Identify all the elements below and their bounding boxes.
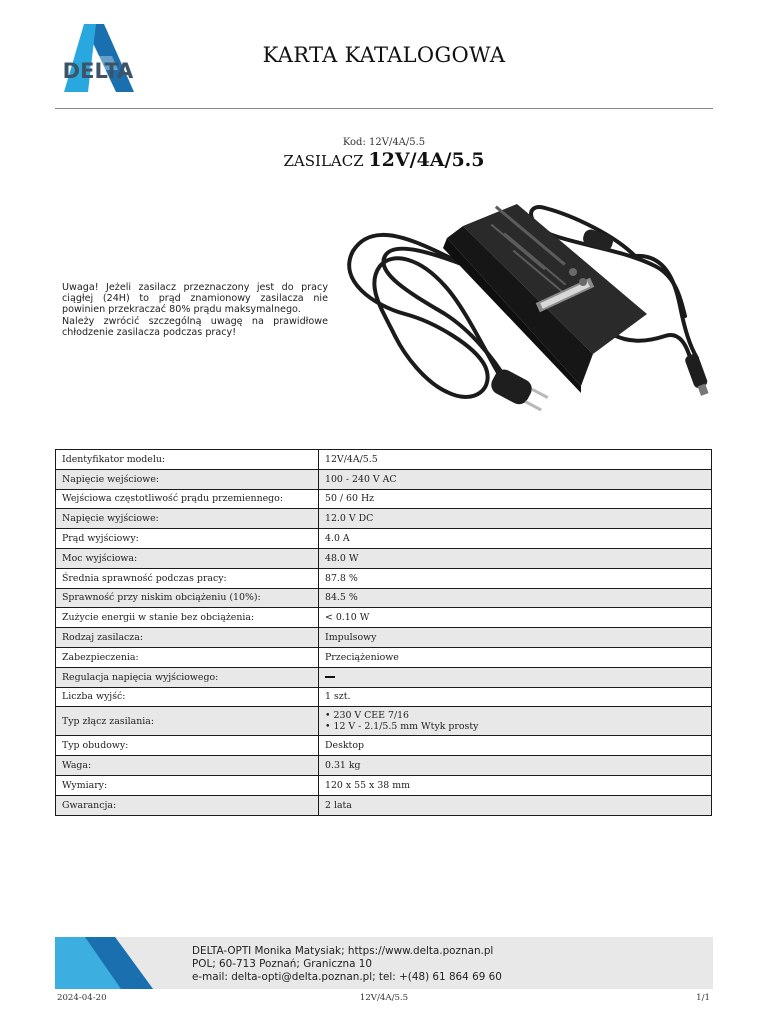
spec-label: Zużycie energii w stanie bez obciążenia:	[56, 608, 319, 628]
table-row	[56, 687, 712, 707]
table-row	[56, 469, 712, 489]
footer-logo-graphic	[55, 937, 153, 989]
spec-value-line: • 12 V - 2.1/5.5 mm Wtyk prosty	[325, 721, 479, 733]
specifications-table	[55, 449, 712, 816]
company-contact	[192, 945, 502, 984]
spec-label: Typ obudowy:	[56, 736, 319, 756]
company-contact-line: e-mail: delta-opti@delta.poznan.pl; tel: +(48) 61 864 69 60	[192, 971, 502, 983]
spec-value: 12V/4A/5.5	[319, 450, 712, 470]
spec-value: 4.0 A	[319, 529, 712, 549]
warning-note-line: Uwaga! Jeżeli zasilacz przeznaczony jest do pracy ciągłej (24H) to prąd znamionowy zasilacza nie powinien przekraczać 80% prądu maksymalnego.	[62, 282, 328, 316]
page-number: 1/1	[696, 993, 710, 1003]
spec-label: Regulacja napięcia wyjściowego:	[56, 667, 319, 687]
spec-value: 12.0 V DC	[319, 509, 712, 529]
power-adapter-image	[335, 196, 713, 428]
table-row	[56, 489, 712, 509]
spec-value: 84.5 %	[319, 588, 712, 608]
spec-value: 87.8 %	[319, 568, 712, 588]
table-row	[56, 707, 712, 736]
spec-value: 120 x 55 x 38 mm	[319, 775, 712, 795]
table-row	[56, 608, 712, 628]
spec-value: 50 / 60 Hz	[319, 489, 712, 509]
spec-label: Identyfikator modelu:	[56, 450, 319, 470]
product-code: Kod: 12V/4A/5.5	[342, 137, 426, 148]
spec-label: Gwarancja:	[56, 795, 319, 815]
spec-label: Zabezpieczenia:	[56, 647, 319, 667]
spec-label: Średnia sprawność podczas pracy:	[56, 568, 319, 588]
table-row	[56, 548, 712, 568]
spec-label: Moc wyjściowa:	[56, 548, 319, 568]
company-name-line: DELTA-OPTI Monika Matysiak; https://www.delta.poznan.pl	[192, 945, 494, 957]
spec-value-line: • 230 V CEE 7/16	[325, 710, 410, 722]
company-address-line: POL; 60-713 Poznań; Graniczna 10	[192, 958, 372, 970]
spec-value: 48.0 W	[319, 548, 712, 568]
spec-value: Desktop	[319, 736, 712, 756]
spec-label: Waga:	[56, 756, 319, 776]
dash-icon	[325, 676, 335, 678]
spec-label: Napięcie wejściowe:	[56, 469, 319, 489]
spec-label: Wejściowa częstotliwość prądu przemiennego:	[56, 489, 319, 509]
spec-value: 1 szt.	[319, 687, 712, 707]
spec-value: Impulsowy	[319, 628, 712, 648]
header-divider	[55, 108, 713, 109]
table-row	[56, 628, 712, 648]
spec-value: < 0.10 W	[319, 608, 712, 628]
spec-label: Sprawność przy niskim obciążeniu (10%):	[56, 588, 319, 608]
spec-value: Przeciążeniowe	[319, 647, 712, 667]
spec-label: Napięcie wyjściowe:	[56, 509, 319, 529]
table-row	[56, 588, 712, 608]
logo-text: DELTA	[62, 59, 134, 83]
spec-value: 2 lata	[319, 795, 712, 815]
table-row	[56, 647, 712, 667]
product-title	[0, 149, 768, 171]
document-title: KARTA KATALOGOWA	[262, 43, 506, 67]
footer-code: 12V/4A/5.5	[359, 993, 409, 1003]
table-row	[56, 450, 712, 470]
table-row	[56, 775, 712, 795]
table-row	[56, 736, 712, 756]
spec-value	[319, 707, 712, 736]
warning-note-line: Należy zwrócić szczególną uwagę na prawidłowe chłodzenie zasilacza podczas pracy!	[62, 315, 328, 338]
spec-label: Typ złącz zasilania:	[56, 707, 319, 736]
spec-label: Liczba wyjść:	[56, 687, 319, 707]
product-title-prefix: ZASILACZ	[283, 152, 364, 170]
spec-value: 0.31 kg	[319, 756, 712, 776]
warning-note	[62, 282, 328, 338]
table-row	[56, 795, 712, 815]
table-row	[56, 667, 712, 687]
footer-date: 2024-04-20	[57, 993, 107, 1003]
table-row	[56, 756, 712, 776]
spec-label: Rodzaj zasilacza:	[56, 628, 319, 648]
spec-value: 100 - 240 V AC	[319, 469, 712, 489]
product-title-model: 12V/4A/5.5	[368, 149, 485, 171]
spec-label: Prąd wyjściowy:	[56, 529, 319, 549]
table-row	[56, 509, 712, 529]
table-row	[56, 529, 712, 549]
table-row	[56, 568, 712, 588]
spec-label: Wymiary:	[56, 775, 319, 795]
spec-value	[319, 667, 712, 687]
